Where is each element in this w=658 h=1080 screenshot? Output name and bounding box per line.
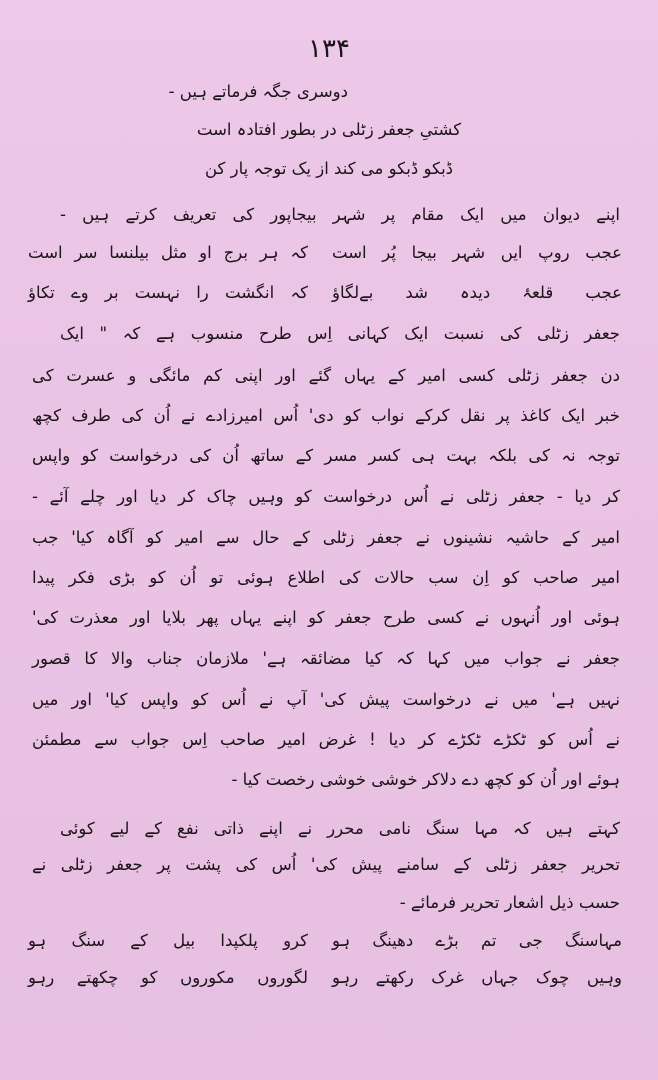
paragraph-line: خبر ایک کاغذ پر نقل کرکے نواب کو دی' اُس امیرزادے نے اُن کی طرف کچھ bbox=[32, 406, 620, 425]
paragraph-line: ہوئے اور اُن کو کچھ دے دلاکر خوشی خوشی رخصت کیا - bbox=[231, 770, 620, 789]
verse-line-1: کشتیِ جعفر زٹلی در بطور افتادہ است bbox=[196, 120, 462, 139]
couplet-4-right: وہیں چوک جہاں غرک رکھتے رہو bbox=[332, 968, 622, 987]
intro-line: دوسری جگہ فرماتے ہیں - bbox=[168, 82, 348, 101]
couplet-2-left: کہ انگشت را نہست بر وے تکاؤ bbox=[28, 283, 308, 302]
paragraph-line: جعفر زٹلی کی نسبت ایک کہانی اِس طرح منسوب ہے کہ " ایک bbox=[60, 324, 620, 343]
paragraph-line: توجہ نہ کی بلکہ بہت ہی کسر مسر کے ساتھ اُن کی درخواست کو واپس bbox=[32, 446, 620, 465]
paragraph-line: ہوئی اور اُنہوں نے کسی طرح جعفر کو اپنے یہاں پھر بلایا اور معذرت کی' bbox=[32, 608, 620, 627]
paragraph-line: امیر کے حاشیہ نشینوں نے جعفر زٹلی کے حال سے امیر کو آگاہ کیا' جب bbox=[32, 528, 620, 547]
couplet-4-left: لگوروں مکوروں کو چکھتے رہو bbox=[28, 968, 308, 987]
couplet-1-right: عجب روپ ایں شہر بیجا پُر است bbox=[332, 243, 622, 262]
paragraph-line: کر دیا - جعفر زٹلی نے اُس درخواست کو وہیں چاک کر دیا اور چلے آئے - bbox=[32, 487, 620, 506]
paragraph-line: نے اُس کو ٹکڑے ٹکڑے کر دیا ! غرض امیر صاحب اِس جواب سے مطمئن bbox=[32, 730, 620, 749]
couplet-3-left: کرو پلکپدا بیل کے سنگ ہو bbox=[28, 931, 308, 950]
paragraph-line: نہیں ہے' میں نے درخواست پیش کی' آپ نے اُس کو واپس کیا' اور میں bbox=[32, 690, 620, 709]
couplet-1-left: کہ ہر برج او مثل بیلنسا سر است bbox=[28, 243, 308, 262]
verse-line-2: ڈبکو ڈبکو می کند از یک توجہ پار کن bbox=[204, 159, 454, 178]
page-number: ۱۳۴ bbox=[308, 34, 350, 64]
paragraph-line: جعفر نے جواب میں کہا کہ کیا مضائقہ ہے' ملازمان جناب والا کا قصور bbox=[32, 649, 620, 668]
prose-line: اپنے دیوان میں ایک مقام پر شہر بیجاپور کی تعریف کرتے ہیں - bbox=[60, 205, 620, 224]
paragraph-line: تحریر جعفر زٹلی کے سامنے پیش کی' اُس کی پشت پر جعفر زٹلی نے bbox=[32, 855, 620, 874]
paragraph-line: دن جعفر زٹلی کسی امیر کے یہاں گئے اور اپنی کم مائگی و عسرت کی bbox=[32, 366, 620, 385]
couplet-3-right: مہاسنگ جی تم بڑے دھینگ ہو bbox=[332, 931, 622, 950]
couplet-2-right: عجب قلعۂ دیدہ شد بےلگاؤ bbox=[332, 283, 622, 302]
paragraph-line: حسب ذیل اشعار تحریر فرمائے - bbox=[399, 893, 620, 912]
paragraph-line: امیر صاحب کو اِن سب حالات کی اطلاع ہوئی تو اُن کو بڑی فکر پیدا bbox=[32, 568, 620, 587]
paragraph-line: کہتے ہیں کہ مہا سنگ نامی محرر نے اپنے ذاتی نفع کے لیے کوئی bbox=[60, 819, 620, 838]
